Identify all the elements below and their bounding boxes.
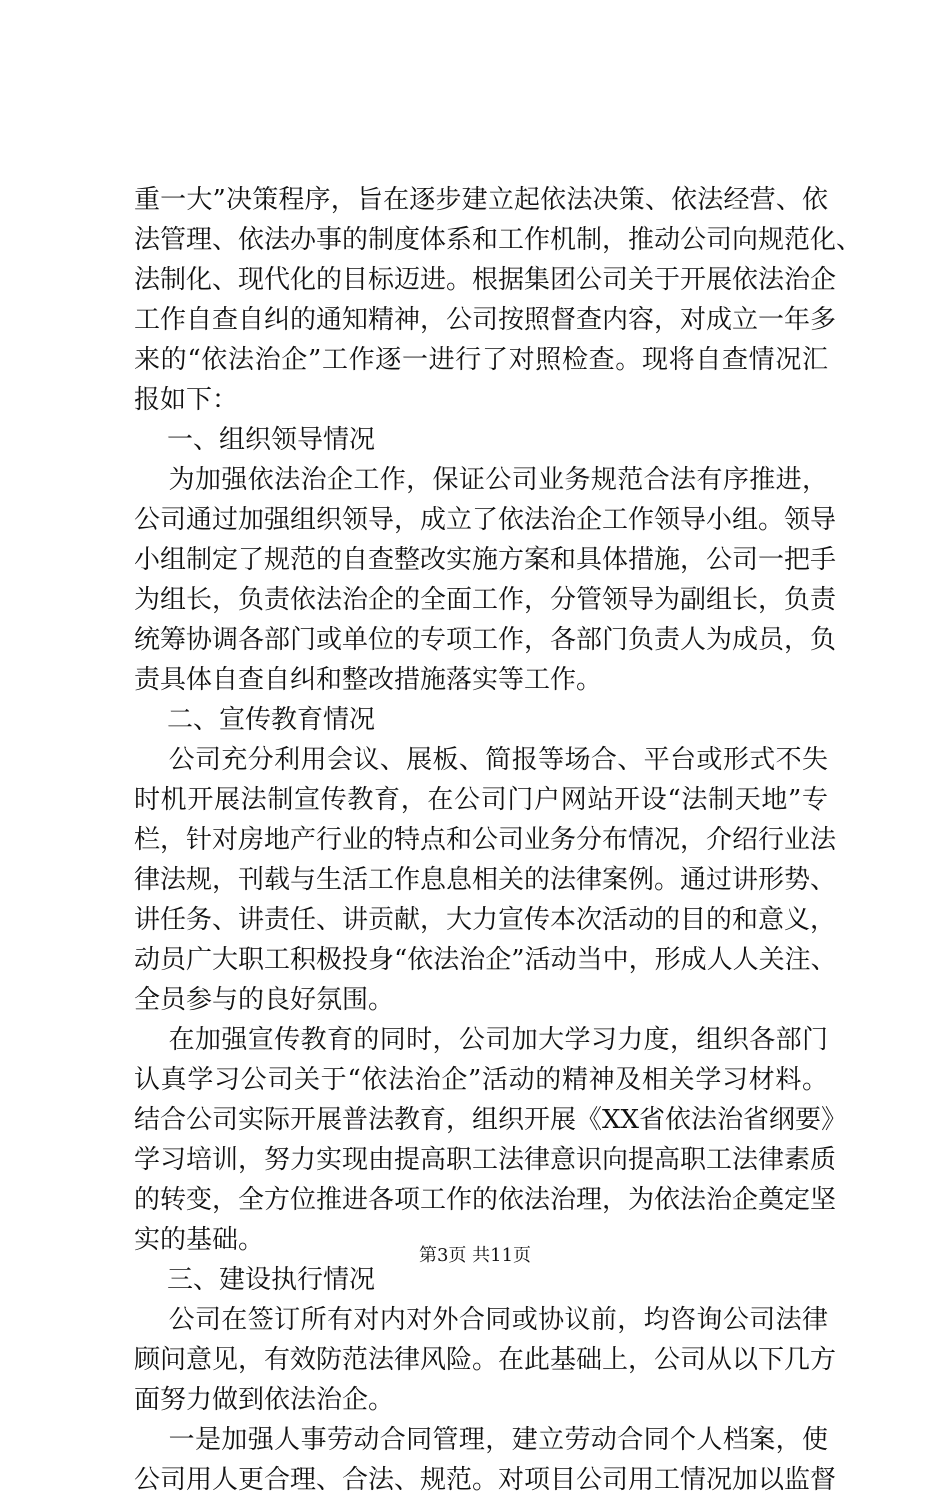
text-line: 统筹协调各部门或单位的专项工作，各部门负责人为成员，负	[134, 625, 837, 655]
text-line: 时机开展法制宣传教育，在公司门户网站开设“法制天地”专	[134, 785, 828, 815]
section-heading: 三、建设执行情况	[134, 1265, 376, 1295]
text-line: 公司充分利用会议、展板、简报等场合、平台或形式不失	[134, 745, 828, 775]
document-body	[134, 180, 863, 1500]
text-line: 法管理、依法办事的制度体系和工作机制，推动公司向规范化、	[134, 225, 863, 255]
text-line: 律法规，刊载与生活工作息息相关的法律案例。通过讲形势、	[134, 865, 837, 895]
text-line: 为组长，负责依法治企的全面工作，分管领导为副组长，负责	[134, 585, 837, 615]
text-line: 报如下：	[134, 385, 239, 415]
text-line: 结合公司实际开展普法教育，组织开展《XX省依法治省纲要》	[134, 1105, 848, 1135]
text-line: 顾问意见，有效防范法律风险。在此基础上，公司从以下几方	[134, 1345, 837, 1375]
text-line: 的转变，全方位推进各项工作的依法治理，为依法治企奠定坚	[134, 1185, 837, 1215]
text-line: 重一大”决策程序，旨在逐步建立起依法决策、依法经营、依	[134, 185, 828, 215]
text-line: 公司在签订所有对内对外合同或协议前，均咨询公司法律	[134, 1305, 828, 1335]
text-line: 讲任务、讲责任、讲贡献，大力宣传本次活动的目的和意义，	[134, 905, 837, 935]
text-line: 公司通过加强组织领导，成立了依法治企工作领导小组。领导	[134, 505, 837, 535]
text-line: 学习培训，努力实现由提高职工法律意识向提高职工法律素质	[134, 1145, 837, 1175]
text-line: 工作自查自纠的通知精神，公司按照督查内容，对成立一年多	[134, 305, 837, 335]
text-line: 小组制定了规范的自查整改实施方案和具体措施，公司一把手	[134, 545, 837, 575]
section-heading: 一、组织领导情况	[134, 425, 376, 455]
text-line: 为加强依法治企工作，保证公司业务规范合法有序推进，	[134, 465, 828, 495]
text-line: 动员广大职工积极投身“依法治企”活动当中，形成人人关注、	[134, 945, 837, 975]
text-line: 责具体自查自纠和整改措施落实等工作。	[134, 665, 603, 695]
text-line: 认真学习公司关于“依法治企”活动的精神及相关学习材料。	[134, 1065, 828, 1095]
text-line: 实的基础。	[134, 1225, 265, 1255]
text-line: 一是加强人事劳动合同管理，建立劳动合同个人档案，使	[134, 1425, 828, 1455]
section-heading: 二、宣传教育情况	[134, 705, 376, 735]
text-line: 在加强宣传教育的同时，公司加大学习力度，组织各部门	[134, 1025, 828, 1055]
text-line: 法制化、现代化的目标迈进。根据集团公司关于开展依法治企	[134, 265, 837, 295]
text-line: 面努力做到依法治企。	[134, 1385, 395, 1415]
text-line: 全员参与的良好氛围。	[134, 985, 395, 1015]
text-line: 来的“依法治企”工作逐一进行了对照检查。现将自查情况汇	[134, 345, 828, 375]
page-number-footer: 第3页 共11页	[418, 1245, 532, 1266]
text-line: 栏，针对房地产行业的特点和公司业务分布情况，介绍行业法	[134, 825, 837, 855]
text-line: 公司用人更合理、合法、规范。对项目公司用工情况加以监督	[134, 1465, 837, 1495]
